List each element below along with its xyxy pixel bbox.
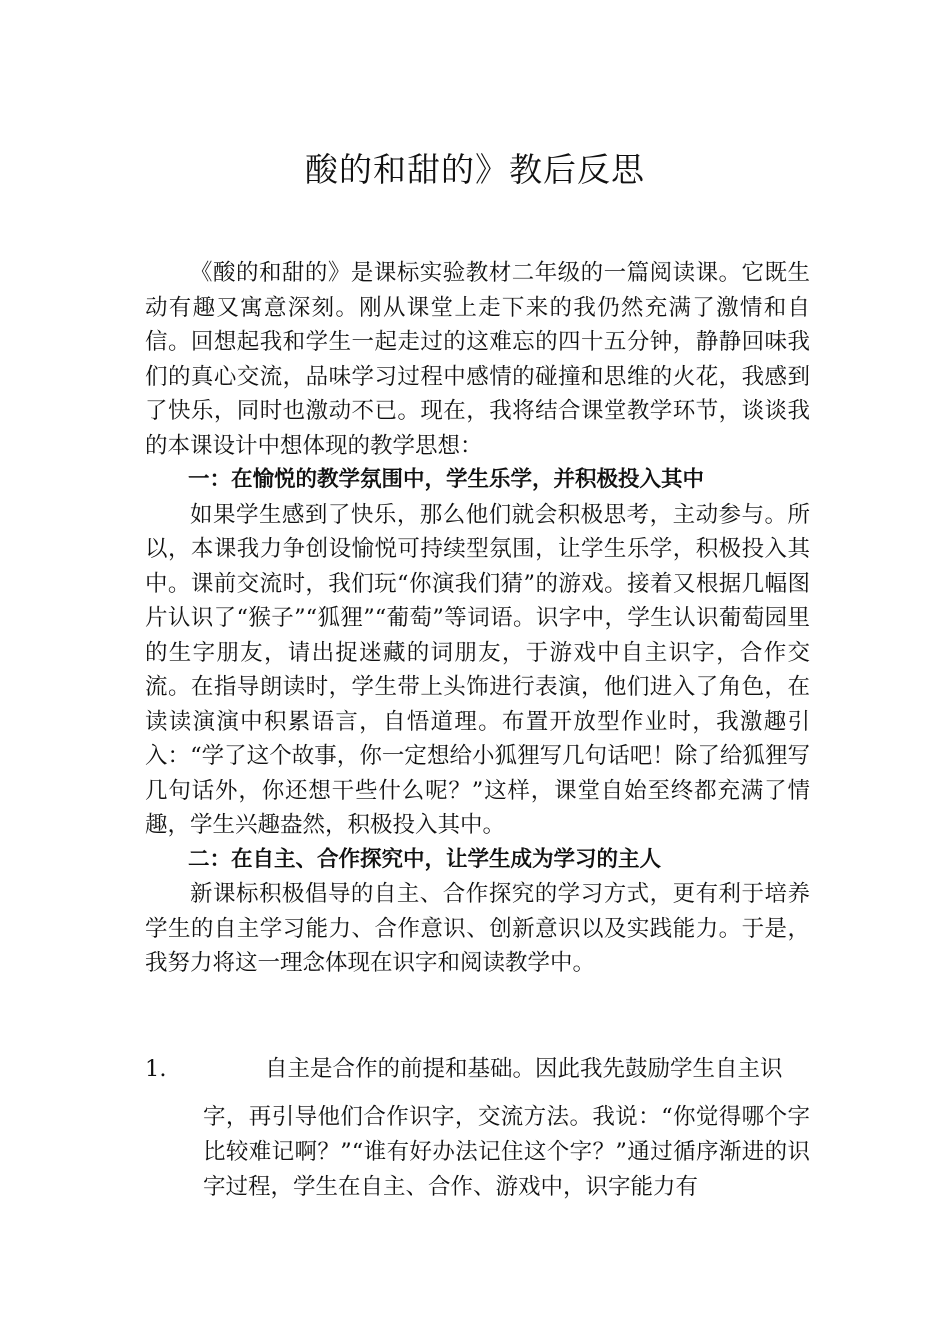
section-1-paragraph: 如果学生感到了快乐，那么他们就会积极思考，主动参与。所以，本课我力争创设愉悦可持续型氛围，让学生乐学，积极投入其中。课前交流时，我们玩“你演我们猜”的游戏。接着又根据几幅图片认识了“猴子”“狐狸”“葡萄”等词语。识字中，学生认识葡萄园里的生字朋友，请出捉迷藏的词朋友，于游戏中自主识字，合作交流。在指导朗读时，学生带上头饰进行表演，他们进入了角色，在读读演演中积累语言，自悟道理。布置开放型作业时，我激趣引入：“学了这个故事，你一定想给小狐狸写几句话吧！除了给狐狸写几句话外，你还想干些什么呢？”这样，课堂自始至终都充满了情趣，学生兴趣盎然，积极投入其中。 — [145, 501, 810, 838]
section-2-paragraph: 新课标积极倡导的自主、合作探究的学习方式，更有利于培养学生的自主学习能力、合作意识、创新意识以及实践能力。于是，我努力将这一理念体现在识字和阅读教学中。 — [145, 881, 810, 976]
intro-paragraph: 《酸的和甜的》是课标实验教材二年级的一篇阅读课。它既生动有趣又寓意深刻。刚从课堂上走下来的我仍然充满了激情和自信。回想起我和学生一起走过的这难忘的四十五分钟，静静回味我们的真心交流，品味学习过程中感情的碰撞和思维的火花，我感到了快乐，同时也激动不已。现在，我将结合课堂教学环节，谈谈我的本课设计中想体现的教学思想： — [145, 260, 810, 459]
list-item-first-line: 自主是合作的前提和基础。因此我先鼓励学生自主识 — [265, 1056, 783, 1082]
document-body — [145, 256, 810, 981]
document-title: 酸的和甜的》教后反思 — [305, 150, 645, 190]
section-heading-2: 二：在自主、合作探究中，让学生成为学习的主人 — [188, 846, 662, 872]
list-item-number: 1. — [145, 1056, 167, 1082]
section-heading-1: 一：在愉悦的教学氛围中，学生乐学，并积极投入其中 — [188, 467, 705, 492]
list-item-continuation: 字，再引导他们合作识字，交流方法。我说：“你觉得哪个字比较难记啊？”“谁有好办法记住这个字？”通过循序渐进的识字过程，学生在自主、合作、游戏中，识字能力有 — [203, 1104, 810, 1200]
